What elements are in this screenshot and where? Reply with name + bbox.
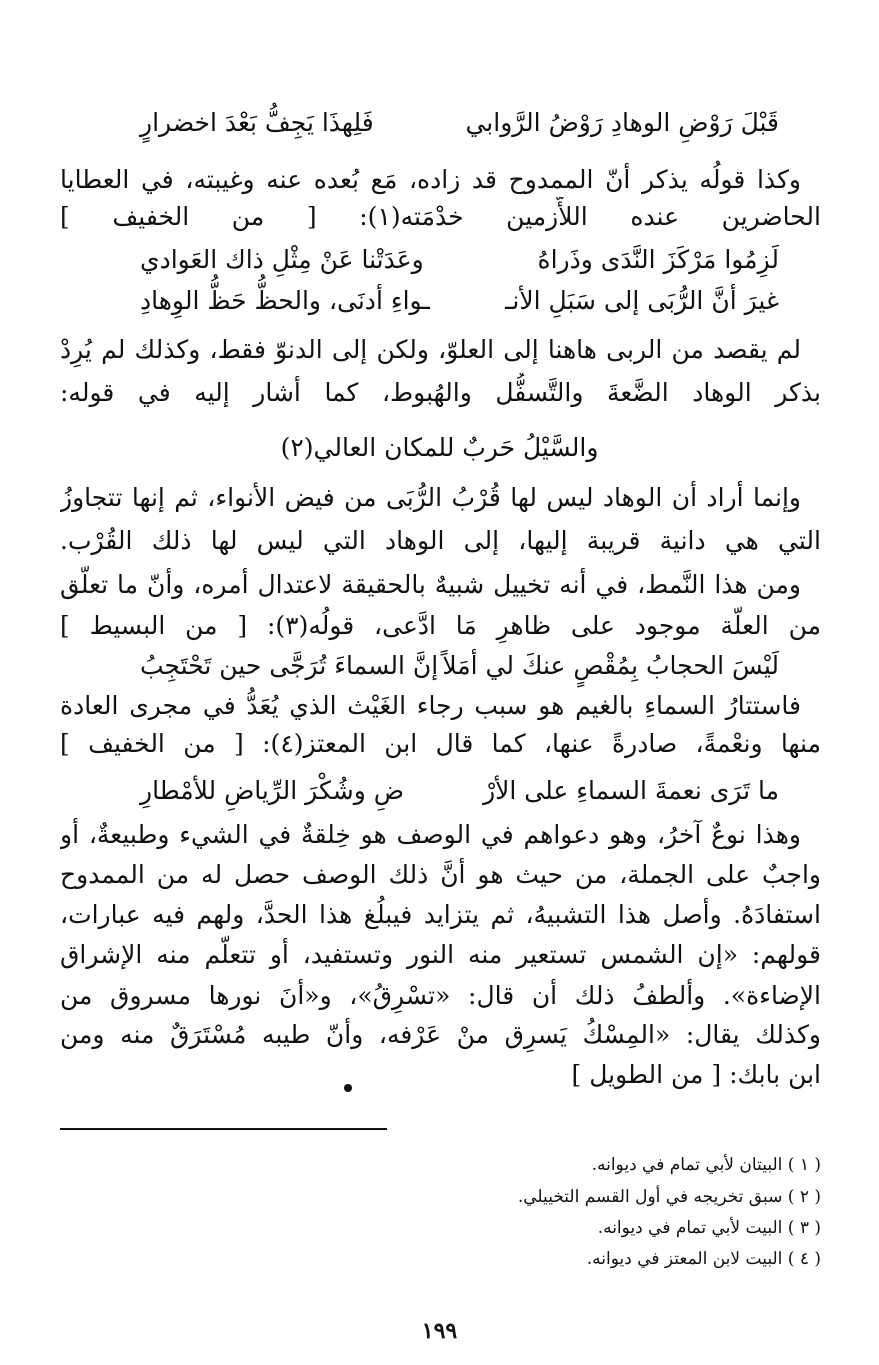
centered-verse: والسَّيْلُ حَربٌ للمكان العالي(٢): [280, 433, 599, 462]
footnote: ( ٣ ) البيت لأبي تمام في ديوانه.: [597, 1218, 821, 1238]
text-line: فاستتارُ السماءِ بالغيم هو سبب رجاء الغَيْث الذي يُعَدُّ في مجرى العادة: [60, 691, 801, 720]
verse-line: [140, 771, 779, 811]
text-line: وكذلك يقال: «المِسْكُ يَسرِق منْ عَرْفه، وأنّ طيبه مُسْتَرَقٌ منه ومن: [60, 1020, 821, 1049]
text-line: وكذا قولُه يذكر أنّ الممدوح قد زاده، مَع بُعده عنه وغيبته، في العطايا: [60, 165, 801, 194]
footnote: ( ١ ) البيتان لأبي تمام في ديوانه.: [591, 1155, 821, 1175]
text-line: من العلّة موجود على ظاهرِ مَا ادَّعى، قولُه(٣): [ من البسيط ]: [60, 611, 821, 640]
text-line: قولهم: «إن الشمس تستعير منه النور وتستفيد، أو تتعلّم منه الإشراق: [60, 940, 821, 969]
verse-second-hemistich: وعَدَتْنا عَنْ مِثْلِ ذاك العَوادي: [140, 245, 424, 274]
verse-line: [140, 281, 779, 321]
verse-line: [140, 103, 779, 143]
verse-second-hemistich: ـواءِ أدنَى، والحظُّ حَظُّ الوِهادِ: [140, 286, 430, 315]
text-line: وإنما أراد أن الوهاد ليس لها قُرْبُ الرُّبَى من فيض الأنواء، ثم إنها تتجاوزُ: [60, 483, 801, 512]
text-line: لم يقصد من الربى هاهنا إلى العلوّ، ولكن إلى الدنوّ فقط، وكذلك لم يُرِدْ: [60, 335, 801, 364]
text-line: ابن بابك: [ من الطويل ]: [571, 1060, 821, 1089]
text-line: ومن هذا النَّمط، في أنه تخييل شبيهٌ بالحقيقة لاعتدال أمره، وأنّ ما تعلّق: [60, 570, 801, 599]
verse-line: [140, 240, 779, 280]
verse-line: [140, 646, 779, 686]
decorative-dot: [344, 1084, 352, 1092]
verse-second-hemistich: إنَّ السماءَ تُرَجَّى حين تَحْتَجِبُ: [140, 651, 439, 680]
footnote: ( ٤ ) البيت لابن المعتز في ديوانه.: [586, 1249, 821, 1269]
text-line: الإضاءة». وألطفُ ذلك أن قال: «تسْرِقُ»، و«أنَ نورها مسروق من: [60, 981, 821, 1010]
text-line: التي هي دانية قريبة إليها، إلى الوهاد التي ليس لها ذلك القُرْب.: [60, 526, 821, 555]
text-line: وهذا نوعٌ آخرُ، وهو دعواهم في الوصف هو خِلقةٌ في الشيء وطبيعةٌ، أو: [60, 820, 801, 849]
verse-second-hemistich: فَلِهذَا يَجِفُّ بَعْدَ اخضرارٍ: [140, 108, 374, 137]
text-line: بذكر الوهاد الضَّعةَ والتَّسفُّل والهُبوط، كما أشار إليه في قوله:: [60, 378, 821, 407]
verse-first-hemistich: لَيْسَ الحجابُ بِمُقْصٍ عنكَ لي أمَلاً: [442, 651, 779, 680]
verse-second-hemistich: ضِ وشُكْرَ الرِّياضِ للأمْطارِ: [140, 776, 404, 805]
page-number: ١٩٩: [421, 1318, 458, 1344]
text-line: منها ونعْمةً، صادرةً عنها، كما قال ابن المعتز(٤): [ من الخفيف ]: [60, 729, 821, 758]
text-line: واجبٌ على الجملة، من حيث هو أنَّ ذلك الوصف حصل له من الممدوح: [60, 860, 821, 889]
verse-first-hemistich: ما تَرَى نعمةَ السماءِ على الأرْ: [483, 776, 779, 805]
text-line: استفادَهُ. وأصل هذا التشبيهُ، ثم يتزايد فيبلُغ هذا الحدَّ، ولهم فيه عبارات،: [60, 900, 821, 929]
text-line: الحاضرين عنده اللأّزمين خدْمَته(١): [ من الخفيف ]: [60, 202, 821, 231]
footnote: ( ٢ ) سبق تخريجه في أول القسم التخييلي.: [517, 1187, 821, 1207]
verse-first-hemistich: لَزِمُوا مَرْكَزَ النَّدَى وذَراهُ: [537, 245, 779, 274]
verse-first-hemistich: قَبْلَ رَوْضِ الوهادِ رَوْضُ الرَّوابي: [465, 108, 779, 137]
verse-first-hemistich: غيرَ أنَّ الرُّبَى إلى سَبَلِ الأنـ: [505, 286, 779, 315]
footnote-separator: [60, 1128, 387, 1130]
